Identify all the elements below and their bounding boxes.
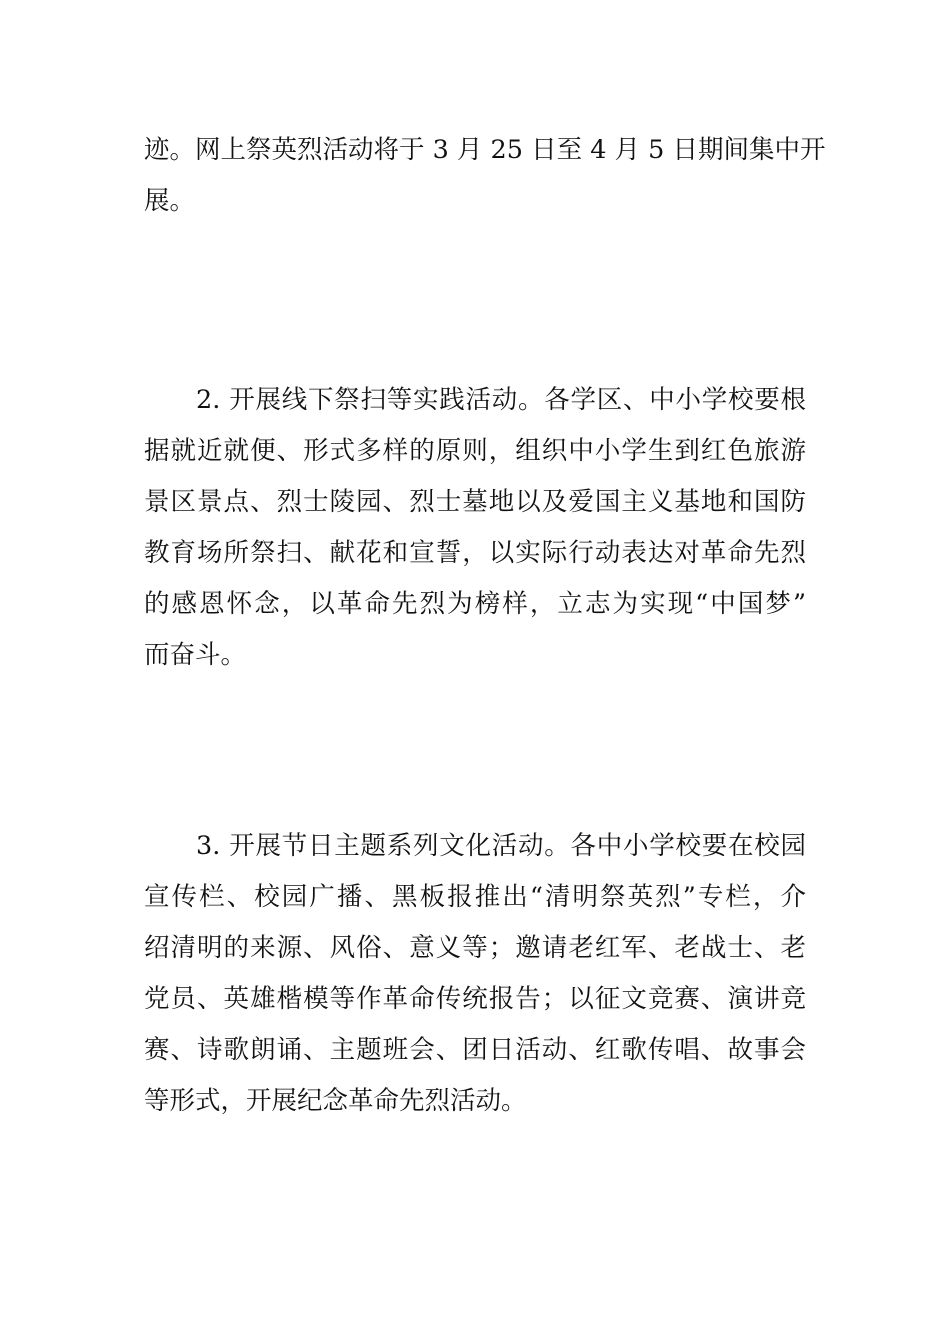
text-line: 的感恩怀念，以革命先烈为榜样，立志为实现“中国梦” <box>144 589 806 619</box>
text-line: 2. 开展线下祭扫等实践活动。各学区、中小学校要根 <box>196 385 806 415</box>
text-line: 3. 开展节日主题系列文化活动。各中小学校要在校园 <box>196 831 806 861</box>
paragraph-online-commemoration-continued <box>144 125 826 227</box>
text-line: 宣传栏、校园广播、黑板报推出“清明祭英烈”专栏，介 <box>144 882 806 912</box>
text-line: 等形式，开展纪念革命先烈活动。 <box>144 1086 527 1116</box>
text-line: 教育场所祭扫、献花和宣誓，以实际行动表达对革命先烈 <box>144 538 806 568</box>
text-line: 展。 <box>144 186 196 216</box>
text-line: 赛、诗歌朗诵、主题班会、团日活动、红歌传唱、故事会 <box>144 1035 806 1065</box>
text-line: 党员、英雄楷模等作革命传统报告；以征文竞赛、演讲竞 <box>144 984 806 1014</box>
text-line: 绍清明的来源、风俗、意义等；邀请老红军、老战士、老 <box>144 933 806 963</box>
paragraph-festival-cultural-activities <box>144 821 806 1127</box>
text-line: 而奋斗。 <box>144 640 247 670</box>
text-line: 迹。网上祭英烈活动将于 3 月 25 日至 4 月 5 日期间集中开 <box>144 135 826 165</box>
paragraph-offline-activities <box>144 375 806 681</box>
text-line: 据就近就便、形式多样的原则，组织中小学生到红色旅游 <box>144 436 806 466</box>
text-line: 景区景点、烈士陵园、烈士墓地以及爱国主义基地和国防 <box>144 487 806 517</box>
